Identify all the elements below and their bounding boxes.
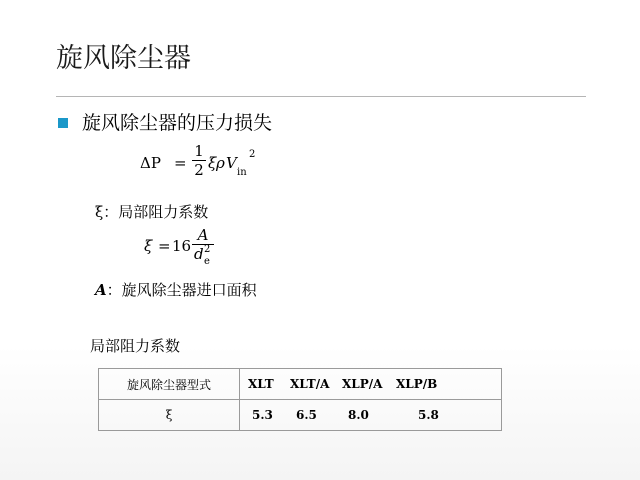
formula-subscript: in — [237, 167, 247, 178]
xi-definition — [95, 202, 208, 222]
xi-formula-lhs: ξ — [144, 237, 153, 255]
model-cell: XLP/B — [396, 377, 438, 391]
value-cell: 5.3 — [252, 408, 273, 422]
table-values — [240, 400, 502, 431]
resistance-coefficient-table — [98, 368, 502, 431]
xi-formula-coefficient: 16 — [172, 237, 192, 255]
model-cell: XLT/A — [290, 377, 330, 391]
formula-xi: ξ — [208, 154, 217, 172]
table-row-label: ξ — [99, 400, 240, 431]
fraction-numerator: 1 — [194, 142, 204, 160]
formula-equals: = — [174, 154, 187, 172]
formula-velocity: V — [226, 154, 237, 172]
formula-rho: ρ — [216, 154, 225, 172]
area-description: ：旋风除尘器进口面积 — [106, 281, 257, 299]
value-cell: 5.8 — [418, 408, 439, 422]
bullet-text: 旋风除尘器的压力损失 — [82, 112, 273, 134]
pressure-loss-formula — [140, 142, 260, 188]
xi-formula-fraction — [192, 226, 214, 265]
xi-denominator-variable: d — [194, 245, 204, 263]
xi-description: ：局部阻力系数 — [103, 203, 209, 221]
fraction-denominator: 2 — [194, 161, 204, 179]
model-cell: XLT — [248, 377, 274, 391]
table-value-row — [99, 400, 502, 431]
table-header-row — [99, 369, 502, 400]
value-cell: 6.5 — [296, 408, 317, 422]
title-divider — [56, 96, 586, 97]
xi-formula-equals: = — [158, 237, 171, 255]
xi-fraction-denominator — [192, 245, 214, 265]
formula-superscript: 2 — [249, 149, 256, 160]
area-symbol: A — [95, 281, 107, 299]
area-definition — [95, 280, 257, 300]
formula-fraction — [192, 142, 206, 179]
formula-lhs: ΔP — [140, 154, 161, 172]
model-cell: XLP/A — [342, 377, 383, 391]
xi-denominator-subscript: e — [204, 256, 210, 267]
value-cell: 8.0 — [348, 408, 369, 422]
bullet-marker — [58, 118, 68, 128]
xi-denominator-superscript: 2 — [204, 244, 211, 255]
table-header-models — [240, 369, 502, 400]
xi-symbol: ξ — [95, 203, 104, 221]
slide-title: 旋风除尘器 — [56, 43, 191, 74]
xi-fraction-numerator: A — [197, 226, 209, 244]
xi-formula — [144, 226, 224, 272]
table-section-label: 局部阻力系数 — [90, 337, 181, 355]
table-header-label: 旋风除尘器型式 — [99, 369, 240, 400]
